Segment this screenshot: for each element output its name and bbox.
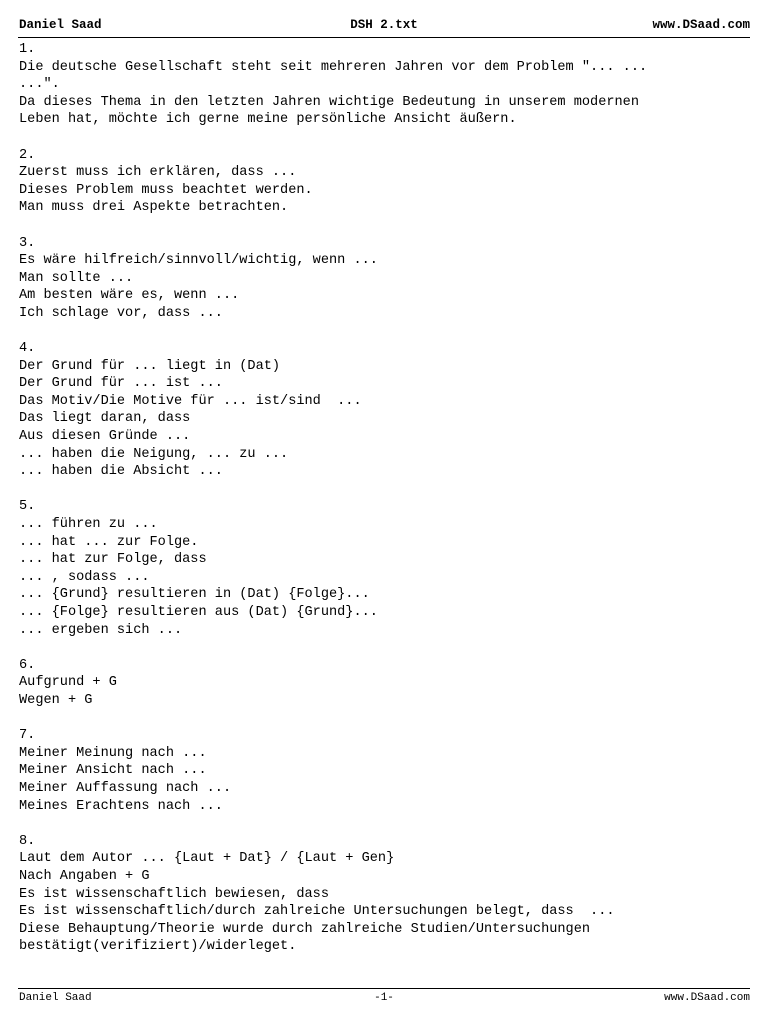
section-line: ... haben die Absicht ... <box>19 464 223 480</box>
section-number: 3. <box>19 235 36 251</box>
section-line: ... führen zu ... <box>19 517 158 533</box>
page-header <box>18 17 750 38</box>
section-line: Zuerst muss ich erklären, dass ... <box>19 165 297 181</box>
footer-author: Daniel Saad <box>19 992 92 1004</box>
section-line: Aufgrund + G <box>19 675 117 691</box>
section-line: ... hat zur Folge, dass <box>19 552 207 568</box>
section-line: Laut dem Autor ... {Laut + Dat} / {Laut + Gen} <box>19 851 395 867</box>
section-line: ... {Grund} resultieren in (Dat) {Folge}... <box>19 587 370 603</box>
section-line: Der Grund für ... ist ... <box>19 376 223 392</box>
section-line: Meiner Ansicht nach ... <box>19 763 207 779</box>
section-line: Man muss drei Aspekte betrachten. <box>19 200 289 216</box>
section <box>19 498 759 639</box>
section-line: Es wäre hilfreich/sinnvoll/wichtig, wenn ... <box>19 253 378 269</box>
section-line: ... ergeben sich ... <box>19 622 183 638</box>
section-line: Das Motiv/Die Motive für ... ist/sind ... <box>19 393 362 409</box>
section <box>19 727 759 815</box>
header-filename: DSH 2.txt <box>350 18 418 32</box>
section-line: Aus diesen Gründe ... <box>19 429 191 445</box>
section-number: 4. <box>19 341 36 357</box>
section-line: Ich schlage vor, dass ... <box>19 305 223 321</box>
section-line: Das liegt daran, dass <box>19 411 191 427</box>
section-line: Meiner Meinung nach ... <box>19 745 207 761</box>
section-line: Da dieses Thema in den letzten Jahren wichtige Bedeutung in unserem modernen <box>19 94 639 110</box>
footer-website: www.DSaad.com <box>664 992 750 1004</box>
section-line: Die deutsche Gesellschaft steht seit mehreren Jahren vor dem Problem "... ... <box>19 59 648 75</box>
section-line: Meiner Auffassung nach ... <box>19 780 232 796</box>
section-line: Es ist wissenschaftlich/durch zahlreiche Untersuchungen belegt, dass ... <box>19 904 615 920</box>
section-line: ... hat ... zur Folge. <box>19 534 199 550</box>
section-number: 7. <box>19 728 36 744</box>
section <box>19 41 759 129</box>
section-line: Nach Angaben + G <box>19 868 150 884</box>
section-line: bestätigt(verifiziert)/widerleget. <box>19 939 297 955</box>
section-line: Der Grund für ... liegt in (Dat) <box>19 358 281 374</box>
section <box>19 833 759 956</box>
section-line: Es ist wissenschaftlich bewiesen, dass <box>19 886 329 902</box>
page-footer <box>18 988 750 1004</box>
section-line: Dieses Problem muss beachtet werden. <box>19 182 313 198</box>
footer-page-number: -1- <box>374 992 394 1004</box>
section-line: ... haben die Neigung, ... zu ... <box>19 446 289 462</box>
section-line: ...". <box>19 77 60 93</box>
document-body <box>19 41 759 973</box>
section-number: 5. <box>19 499 36 515</box>
header-author: Daniel Saad <box>19 18 102 32</box>
section-number: 2. <box>19 147 36 163</box>
section-line: Am besten wäre es, wenn ... <box>19 288 240 304</box>
section-line: Diese Behauptung/Theorie wurde durch zahlreiche Studien/Untersuchungen <box>19 921 591 937</box>
section-line: Leben hat, möchte ich gerne meine persönliche Ansicht äußern. <box>19 112 517 128</box>
header-website: www.DSaad.com <box>652 18 750 32</box>
section <box>19 147 759 217</box>
section <box>19 340 759 481</box>
section-number: 6. <box>19 657 36 673</box>
section <box>19 235 759 323</box>
section-line: ... , sodass ... <box>19 569 150 585</box>
section-line: Wegen + G <box>19 692 93 708</box>
section-number: 8. <box>19 833 36 849</box>
section <box>19 657 759 710</box>
section-number: 1. <box>19 42 36 57</box>
section-line: ... {Folge} resultieren aus (Dat) {Grund}... <box>19 605 378 620</box>
section-line: Meines Erachtens nach ... <box>19 798 223 814</box>
section-line: Man sollte ... <box>19 270 134 286</box>
